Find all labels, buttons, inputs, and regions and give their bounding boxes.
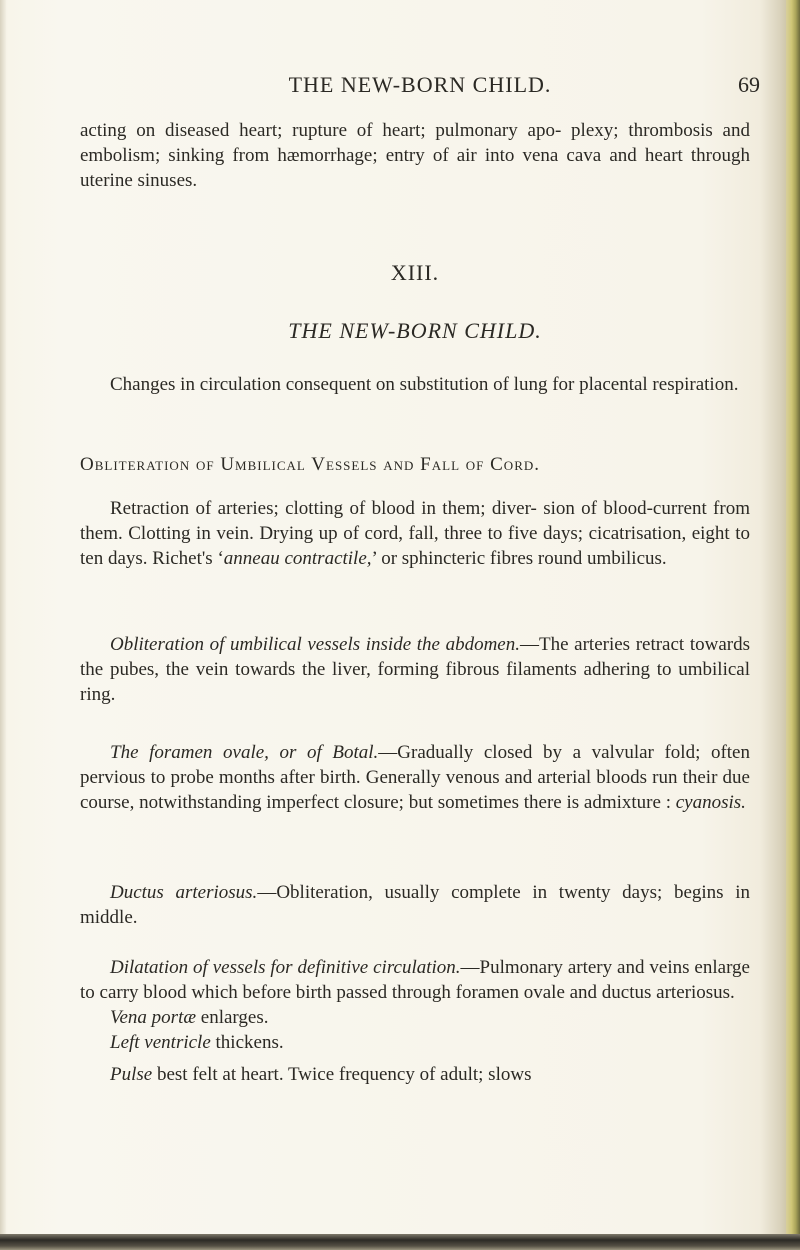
page-header — [80, 72, 760, 102]
paragraph-dilatation — [80, 955, 750, 1055]
paragraph-ductus-heading: Ductus arteriosus. — [110, 882, 258, 903]
paragraph-obliteration-heading: Obliteration of umbilical vessels inside the abdomen. — [110, 634, 520, 655]
paragraph-foramen-text: —Gradually closed by a valvular fold; often pervious to probe months after birth. Generally venous and arterial bloods run their due course, notwithstanding imperfect closure; but sometimes there is admixture : — [80, 742, 750, 813]
left-ventricle-text: thickens. — [210, 1032, 284, 1053]
paragraph-obliteration — [80, 632, 750, 707]
chapter-number: XIII. — [390, 260, 440, 285]
paragraph-left-ventricle — [80, 1030, 750, 1055]
paragraph-foramen-tail: cyanosis. — [675, 792, 746, 813]
page-right-edge — [786, 0, 800, 1250]
paragraph-foramen-ovale — [80, 740, 750, 815]
paragraph-intro: Changes in circulation consequent on substitution of lung for placental respiration. — [110, 374, 739, 395]
paragraph-dilatation-text: —Pulmonary artery and veins enlarge to carry blood which before birth passed through foramen ovale and ductus arteriosus. — [80, 957, 750, 1003]
paragraph-dilatation-main — [80, 955, 750, 1005]
paragraph-continuation: acting on diseased heart; rupture of heart; pulmonary apo- plexy; thrombosis and embolism; sinking from hæmorrhage; entry of air into vena cava and heart through uterine sinuses. — [80, 120, 750, 191]
paragraph-dilatation-heading: Dilatation of vessels for definitive circulation. — [110, 957, 461, 978]
page-number: 69 — [738, 72, 760, 97]
paragraph-obliteration-text: —The arteries retract towards the pubes, the vein towards the liver, forming fibrous filaments adhering to umbilical ring. — [80, 634, 750, 705]
paragraph-ductus — [80, 880, 750, 930]
paragraph-ductus-text: —Obliteration, usually complete in twenty days; begins in middle. — [80, 882, 750, 928]
paragraph-retraction-text: Retraction of arteries; clotting of blood in them; diver- sion of blood-current from them. Clotting in vein. Drying up of cord, fall, three to five days; cicatrisation, eight to ten days. Richet's ‘ — [80, 498, 750, 569]
paragraph-pulse-heading: Pulse — [110, 1064, 153, 1085]
paragraph-retraction — [80, 496, 750, 571]
running-head: THE NEW-BORN CHILD. — [288, 72, 552, 97]
vena-portae-text: enlarges. — [196, 1007, 269, 1028]
section-heading: Obliteration of Umbilical Vessels and Fall of Cord. — [80, 454, 541, 475]
left-ventricle-heading: Left ventricle — [110, 1032, 211, 1053]
page-left-edge — [0, 0, 6, 1250]
paragraph-foramen-heading: The foramen ovale, or of Botal. — [110, 742, 379, 763]
page-bottom-edge — [0, 1234, 800, 1250]
paragraph-retraction-term: anneau contractile, — [223, 548, 372, 569]
vena-portae-heading: Vena portæ — [110, 1007, 197, 1028]
paragraph-pulse — [80, 1062, 750, 1087]
paragraph-vena-portae — [80, 1005, 750, 1030]
paragraph-retraction-end: ’ or sphincteric fibres round umbilicus. — [371, 548, 667, 569]
paragraph-pulse-text: best felt at heart. Twice frequency of adult; slows — [152, 1064, 532, 1085]
chapter-title: THE NEW-BORN CHILD. — [288, 318, 542, 343]
